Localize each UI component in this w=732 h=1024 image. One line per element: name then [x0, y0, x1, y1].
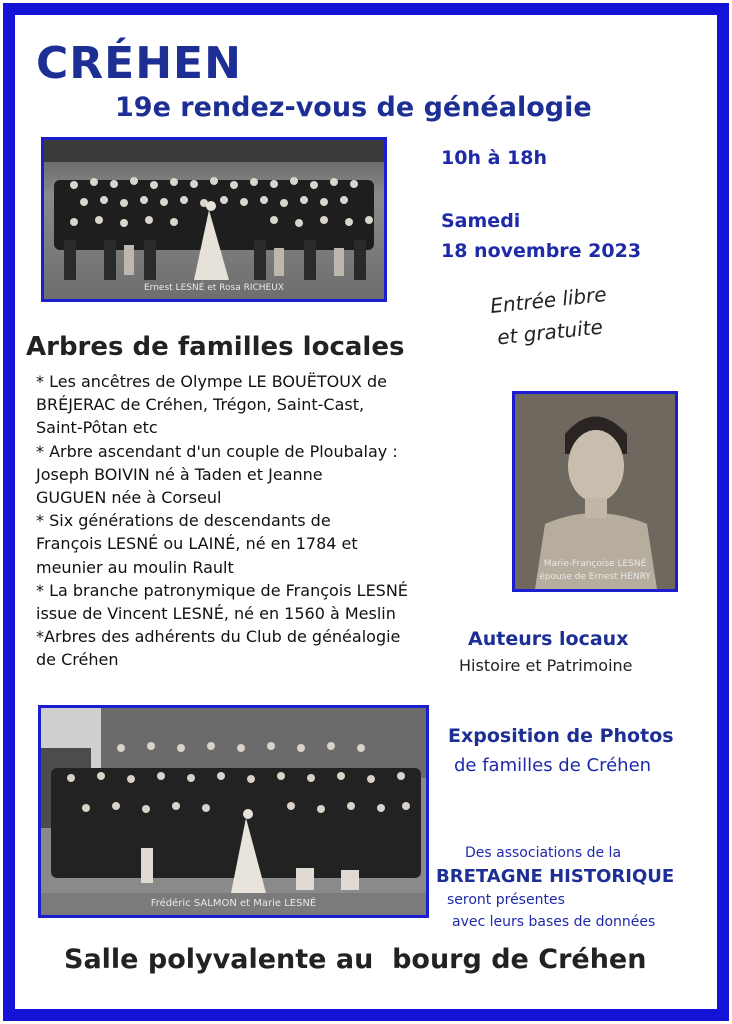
list-item: * Six générations de descendants de François LESNÉ ou LAINÉ, né en 1784 et meunier au moulin Rault [36, 511, 358, 577]
event-date: 18 novembre 2023 [441, 240, 642, 262]
page-title: CRÉHEN [36, 38, 242, 89]
list-item: * Arbre ascendant d'un couple de Ploubalay : Joseph BOIVIN né à Taden et Jeanne GUGUEN née à Corseul [36, 441, 398, 508]
portrait-photo [512, 391, 678, 592]
event-day: Samedi [441, 210, 521, 232]
venue-footer: Salle polyvalente au bourg de Créhen [64, 944, 647, 975]
entry-free-line1: Entrée libre [489, 281, 608, 319]
group-photo-image [44, 140, 384, 299]
bottom-photo-caption: Frédéric SALMON et Marie LESNÉ [150, 898, 317, 909]
list-item: * La branche patronymique de François LESNÉ issue de Vincent LESNÉ, né en 1560 à Meslin [36, 580, 408, 624]
group-photo-image [41, 708, 426, 915]
wedding-photo-top [41, 137, 387, 302]
associations-line4: avec leurs bases de données [452, 914, 656, 930]
authors-heading: Auteurs locaux [468, 628, 629, 650]
authors-subheading: Histoire et Patrimoine [459, 656, 633, 675]
associations-line1: Des associations de la [465, 845, 622, 861]
family-trees-list [36, 370, 436, 672]
top-photo-caption: Ernest LESNÉ et Rosa RICHEUX [144, 283, 284, 293]
portrait-caption-line2: épouse de Ernest HENRY [539, 572, 651, 582]
list-item: * Les ancêtres de Olympe LE BOUËTOUX de BRÉJERAC de Créhen, Trégon, Saint-Cast, Saint-Pôtan etc [36, 372, 387, 438]
portrait-caption-line1: Marie-Françoise LESNÉ [543, 559, 647, 569]
event-subtitle: 19e rendez-vous de généalogie [115, 92, 592, 123]
exhibition-subheading: de familles de Créhen [454, 755, 652, 776]
associations-line3: seront présentes [447, 892, 565, 908]
list-item: *Arbres des adhérents du Club de généalogie de Créhen [36, 627, 401, 670]
entry-free-line2: et gratuite [496, 314, 604, 350]
exhibition-heading: Exposition de Photos [448, 725, 674, 747]
families-heading: Arbres de familles locales [26, 332, 405, 362]
associations-line2: BRETAGNE HISTORIQUE [436, 866, 675, 887]
event-hours: 10h à 18h [441, 147, 547, 169]
wedding-photo-bottom [38, 705, 429, 918]
